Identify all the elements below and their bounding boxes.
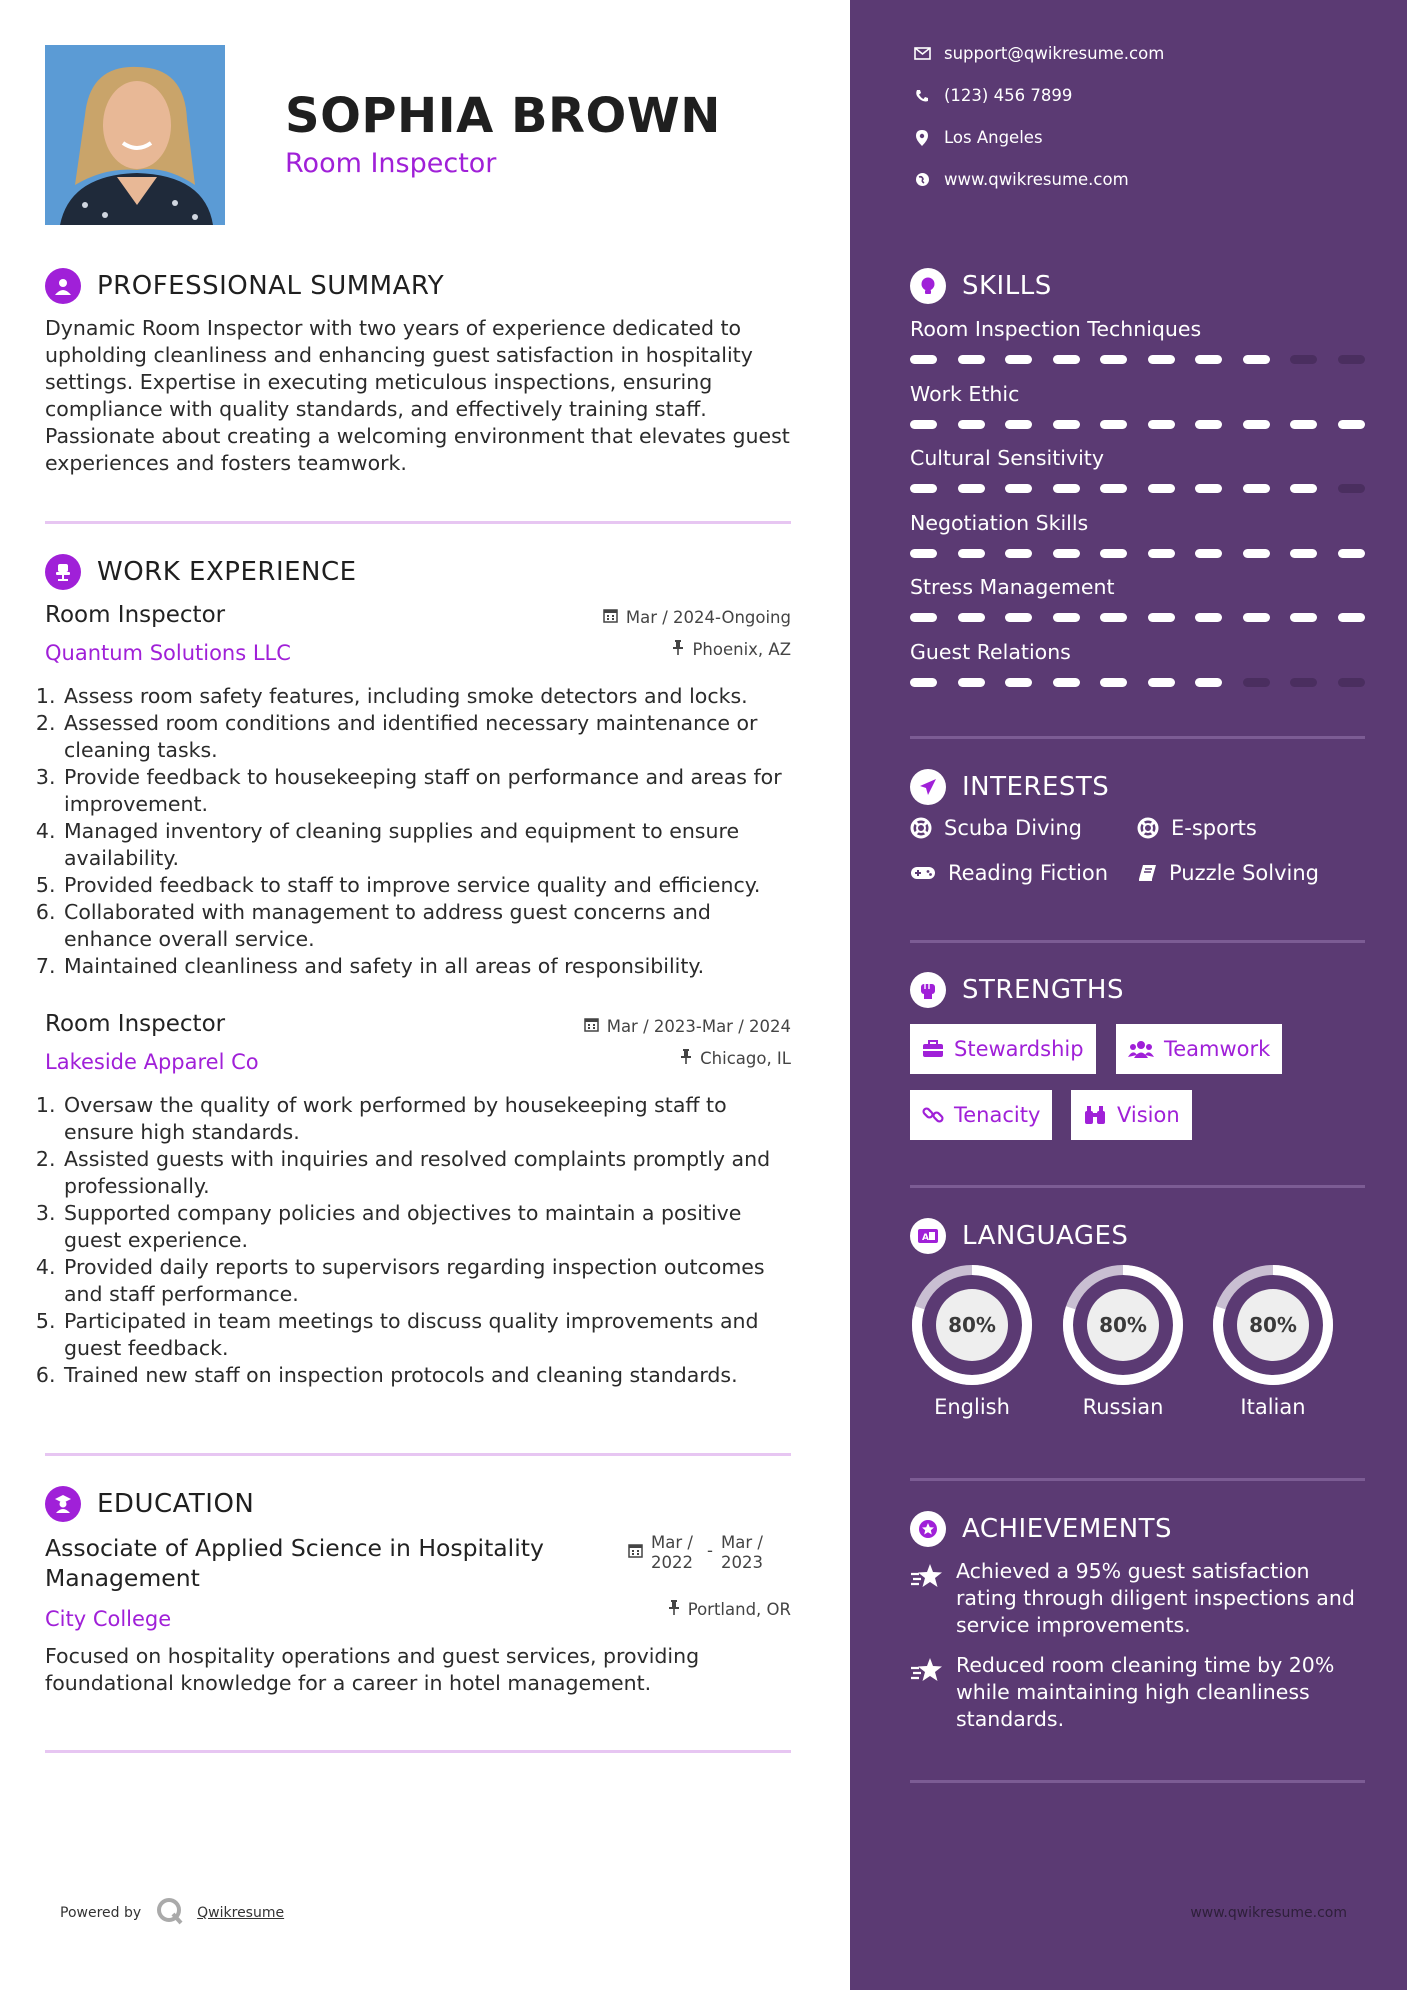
language-name: Italian bbox=[1240, 1395, 1306, 1419]
briefcase-icon bbox=[922, 1040, 944, 1058]
skill-item bbox=[910, 575, 1365, 622]
skill-name: Stress Management bbox=[910, 575, 1115, 599]
list-item: 5. Participated in team meetings to discuss quality improvements and guest feedback. bbox=[62, 1308, 791, 1362]
qwikresume-logo-icon bbox=[155, 1896, 185, 1930]
language-percent: 80% bbox=[1099, 1313, 1147, 1337]
translate-icon bbox=[910, 1218, 946, 1254]
education-description: Focused on hospitality operations and guest services, providing foundational knowledge for a career in hotel management. bbox=[45, 1644, 700, 1695]
skill-dash-filled bbox=[910, 613, 937, 622]
interests-heading bbox=[910, 769, 1109, 805]
language-name: Russian bbox=[1082, 1395, 1164, 1419]
language-percent: 80% bbox=[1249, 1313, 1297, 1337]
achievement-item bbox=[910, 1652, 1365, 1733]
language-item bbox=[1211, 1263, 1335, 1419]
location-pin-icon bbox=[910, 130, 934, 146]
end-date: Mar / 2023 bbox=[720, 1533, 763, 1572]
language-ring bbox=[910, 1263, 1034, 1387]
interest-label: Scuba Diving bbox=[944, 816, 1082, 840]
skill-dash-empty bbox=[1338, 678, 1365, 687]
skill-level-bar bbox=[910, 613, 1365, 622]
skill-dash-filled bbox=[1005, 484, 1032, 493]
list-item: 2. Assessed room conditions and identified necessary maintenance or cleaning tasks. bbox=[62, 710, 791, 764]
education-heading bbox=[45, 1486, 254, 1522]
list-item: 6. Trained new staff on inspection protocols and cleaning standards. bbox=[62, 1362, 791, 1389]
skills-title: SKILLS bbox=[962, 271, 1052, 301]
skill-item bbox=[910, 317, 1365, 364]
svg-text:A: A bbox=[922, 1233, 929, 1243]
star-badge-icon bbox=[910, 1511, 946, 1547]
skill-dash-filled bbox=[1195, 355, 1222, 364]
sidebar bbox=[850, 0, 1407, 1990]
job-location-text: Chicago, IL bbox=[700, 1049, 791, 1068]
strength-label: Teamwork bbox=[1164, 1037, 1271, 1061]
strength-tag bbox=[910, 1090, 1052, 1140]
skill-item bbox=[910, 446, 1365, 493]
achievements-title: ACHIEVEMENTS bbox=[962, 1514, 1173, 1544]
skill-dash-filled bbox=[1148, 678, 1175, 687]
skills-heading bbox=[910, 268, 1052, 304]
job-location bbox=[672, 640, 791, 659]
divider bbox=[910, 1780, 1365, 1783]
user-icon bbox=[45, 268, 81, 304]
profile-photo bbox=[45, 45, 225, 225]
skill-dash-filled bbox=[1005, 549, 1032, 558]
email-text[interactable]: support@qwikresume.com bbox=[944, 44, 1165, 63]
calendar-icon bbox=[603, 608, 618, 627]
language-percent: 80% bbox=[948, 1313, 996, 1337]
achievement-text: Achieved a 95% guest satisfaction rating through diligent inspections and service improvements. bbox=[956, 1559, 1355, 1637]
skill-dash-filled bbox=[958, 678, 985, 687]
list-item: 5. Provided feedback to staff to improve service quality and efficiency. bbox=[62, 872, 791, 899]
skill-dash-filled bbox=[1053, 420, 1080, 429]
education-entry bbox=[45, 1533, 791, 1697]
job-date-text: Mar / 2023-Mar / 2024 bbox=[606, 1017, 791, 1036]
job-date bbox=[603, 608, 791, 627]
strength-tag bbox=[1071, 1090, 1192, 1140]
skill-dash-filled bbox=[1053, 484, 1080, 493]
interest-item bbox=[1137, 816, 1257, 840]
gamepad-icon bbox=[910, 865, 936, 881]
job-duties bbox=[45, 683, 791, 980]
globe-icon bbox=[910, 172, 934, 187]
skill-name: Guest Relations bbox=[910, 639, 1071, 664]
divider bbox=[910, 1185, 1365, 1188]
skill-item bbox=[910, 382, 1365, 429]
skill-dash-filled bbox=[1290, 549, 1317, 558]
skill-dash-filled bbox=[1195, 484, 1222, 493]
skill-dash-empty bbox=[1338, 484, 1365, 493]
skill-item bbox=[910, 511, 1365, 558]
skill-dash-filled bbox=[1148, 613, 1175, 622]
skill-name: Negotiation Skills bbox=[910, 510, 1089, 535]
lifebuoy-icon bbox=[910, 817, 932, 839]
skill-dash-filled bbox=[1148, 355, 1175, 364]
job-entry bbox=[45, 1011, 791, 1389]
qwikresume-link[interactable]: Qwikresume bbox=[197, 1905, 285, 1921]
candidate-name: SOPHIA BROWN bbox=[285, 88, 721, 144]
pin-icon bbox=[680, 1049, 692, 1068]
book-icon bbox=[1137, 863, 1157, 883]
footer-website[interactable]: www.qwikresume.com bbox=[1190, 1905, 1347, 1921]
contact-email bbox=[910, 44, 1164, 63]
job-company: Lakeside Apparel Co bbox=[45, 1050, 259, 1074]
skill-dash-filled bbox=[910, 355, 937, 364]
skill-dash-filled bbox=[1243, 484, 1270, 493]
phone-text: (123) 456 7899 bbox=[944, 86, 1073, 105]
education-location bbox=[668, 1600, 791, 1619]
shooting-star-icon bbox=[910, 1562, 946, 1597]
skill-dash-filled bbox=[1195, 613, 1222, 622]
list-item: 3. Provide feedback to housekeeping staff on performance and areas for improvement. bbox=[62, 764, 791, 818]
list-item: 7. Maintained cleanliness and safety in all areas of responsibility. bbox=[62, 953, 791, 980]
skill-dash-filled bbox=[1005, 613, 1032, 622]
graduate-icon bbox=[45, 1486, 81, 1522]
fist-icon bbox=[910, 972, 946, 1008]
language-ring bbox=[1061, 1263, 1185, 1387]
interest-label: Puzzle Solving bbox=[1169, 861, 1319, 885]
strengths-title: STRENGTHS bbox=[962, 975, 1124, 1005]
job-company: Quantum Solutions LLC bbox=[45, 641, 291, 665]
skill-dash-filled bbox=[1100, 484, 1127, 493]
calendar-icon bbox=[628, 1543, 643, 1563]
strength-tag bbox=[1116, 1024, 1282, 1074]
binoculars-icon bbox=[1083, 1105, 1107, 1125]
strength-tag bbox=[910, 1024, 1096, 1074]
skill-dash-filled bbox=[1243, 355, 1270, 364]
interest-item bbox=[910, 816, 1082, 840]
skill-level-bar bbox=[910, 420, 1365, 429]
skill-dash-empty bbox=[1290, 355, 1317, 364]
contact-location bbox=[910, 128, 1043, 147]
list-item: 1. Assess room safety features, including smoke detectors and locks. bbox=[62, 683, 791, 710]
website-text[interactable]: www.qwikresume.com bbox=[944, 170, 1129, 189]
skill-dash-filled bbox=[1053, 613, 1080, 622]
pin-icon bbox=[672, 640, 684, 659]
link-icon bbox=[922, 1104, 944, 1126]
skill-dash-filled bbox=[1338, 549, 1365, 558]
skill-dash-empty bbox=[1290, 678, 1317, 687]
skill-dash-filled bbox=[1100, 355, 1127, 364]
shooting-star-icon bbox=[910, 1656, 946, 1691]
interest-item bbox=[1137, 861, 1319, 885]
skill-dash-filled bbox=[1290, 484, 1317, 493]
start-date: Mar / 2022 bbox=[651, 1533, 693, 1572]
list-item: 6. Collaborated with management to address guest concerns and enhance overall service. bbox=[62, 899, 791, 953]
skill-dash-filled bbox=[1290, 420, 1317, 429]
skill-dash-filled bbox=[958, 420, 985, 429]
skill-dash-filled bbox=[958, 484, 985, 493]
skill-dash-filled bbox=[1005, 678, 1032, 687]
job-date bbox=[584, 1017, 791, 1036]
skill-dash-filled bbox=[1053, 355, 1080, 364]
divider bbox=[910, 940, 1365, 943]
phone-icon bbox=[910, 89, 934, 103]
language-item bbox=[1061, 1263, 1185, 1419]
list-item: 2. Assisted guests with inquiries and resolved complaints promptly and professionally. bbox=[62, 1146, 791, 1200]
skill-dash-filled bbox=[1005, 420, 1032, 429]
list-item: 4. Provided daily reports to supervisors regarding inspection outcomes and staff performance. bbox=[62, 1254, 791, 1308]
skill-dash-filled bbox=[1100, 549, 1127, 558]
contact-phone bbox=[910, 86, 1072, 105]
summary-title: PROFESSIONAL SUMMARY bbox=[97, 271, 445, 301]
skill-dash-filled bbox=[1053, 678, 1080, 687]
skill-level-bar bbox=[910, 484, 1365, 493]
job-location bbox=[680, 1049, 791, 1068]
powered-by-label: Powered by bbox=[60, 1905, 142, 1921]
skill-dash-filled bbox=[1195, 420, 1222, 429]
lifebuoy-icon bbox=[1137, 817, 1159, 839]
skill-name: Work Ethic bbox=[910, 381, 1020, 406]
school: City College bbox=[45, 1607, 172, 1631]
job-entry bbox=[45, 602, 791, 980]
skill-dash-filled bbox=[1148, 484, 1175, 493]
skill-dash-filled bbox=[1338, 613, 1365, 622]
skill-dash-filled bbox=[1005, 355, 1032, 364]
strength-label: Vision bbox=[1117, 1103, 1180, 1127]
skill-name: Room Inspection Techniques bbox=[910, 317, 1202, 341]
list-item: 1. Oversaw the quality of work performed by housekeeping staff to ensure high standards. bbox=[62, 1092, 791, 1146]
list-item: 4. Managed inventory of cleaning supplies and equipment to ensure availability. bbox=[62, 818, 791, 872]
skill-dash-filled bbox=[1243, 613, 1270, 622]
achievements-heading bbox=[910, 1511, 1172, 1547]
interest-label: E-sports bbox=[1171, 816, 1257, 840]
skill-dash-filled bbox=[958, 355, 985, 364]
strength-label: Tenacity bbox=[954, 1103, 1041, 1127]
skill-dash-filled bbox=[958, 613, 985, 622]
skill-dash-filled bbox=[910, 678, 937, 687]
paper-plane-icon bbox=[910, 769, 946, 805]
powered-by bbox=[60, 1896, 284, 1930]
achievement-item bbox=[910, 1558, 1365, 1639]
skill-dash-filled bbox=[1243, 549, 1270, 558]
skill-dash-filled bbox=[1100, 678, 1127, 687]
skill-dash-filled bbox=[1100, 613, 1127, 622]
degree: Associate of Applied Science in Hospitality Management bbox=[45, 1534, 544, 1592]
users-icon bbox=[1128, 1039, 1154, 1059]
pin-icon bbox=[668, 1600, 680, 1619]
skill-level-bar bbox=[910, 678, 1365, 687]
job-location-text: Phoenix, AZ bbox=[692, 640, 791, 659]
divider bbox=[45, 521, 791, 524]
calendar-icon bbox=[584, 1017, 599, 1036]
summary-heading bbox=[45, 268, 444, 304]
achievement-text: Reduced room cleaning time by 20% while maintaining high cleanliness standards. bbox=[956, 1653, 1335, 1731]
job-date-text: Mar / 2024-Ongoing bbox=[625, 608, 791, 627]
skill-dash-filled bbox=[1053, 549, 1080, 558]
skill-dash-filled bbox=[1290, 613, 1317, 622]
skill-item bbox=[910, 640, 1365, 687]
education-dates bbox=[628, 1533, 769, 1573]
skill-dash-filled bbox=[1100, 420, 1127, 429]
contact-website bbox=[910, 170, 1129, 189]
skill-dash-filled bbox=[910, 420, 937, 429]
skill-dash-empty bbox=[1243, 678, 1270, 687]
skill-dash-filled bbox=[1338, 420, 1365, 429]
skill-dash-filled bbox=[910, 549, 937, 558]
location-text: Los Angeles bbox=[944, 128, 1043, 147]
education-title: EDUCATION bbox=[97, 1489, 255, 1519]
interest-item bbox=[910, 861, 1108, 885]
education-location-text: Portland, OR bbox=[687, 1600, 791, 1619]
strengths-heading bbox=[910, 972, 1124, 1008]
skill-level-bar bbox=[910, 355, 1365, 364]
interests-title: INTERESTS bbox=[962, 772, 1110, 802]
languages-heading bbox=[910, 1218, 1128, 1254]
language-item bbox=[910, 1263, 1034, 1419]
skill-dash-filled bbox=[1195, 678, 1222, 687]
strength-label: Stewardship bbox=[954, 1037, 1084, 1061]
date-separator: - bbox=[707, 1541, 713, 1560]
interest-label: Reading Fiction bbox=[948, 861, 1109, 885]
job-title: Room Inspector bbox=[45, 1011, 226, 1037]
skill-dash-empty bbox=[1338, 355, 1365, 364]
job-title: Room Inspector bbox=[45, 602, 226, 628]
skill-dash-filled bbox=[910, 484, 937, 493]
skill-dash-filled bbox=[1148, 549, 1175, 558]
language-ring bbox=[1211, 1263, 1335, 1387]
candidate-role: Room Inspector bbox=[285, 148, 497, 179]
skill-dash-filled bbox=[1148, 420, 1175, 429]
language-name: English bbox=[934, 1395, 1010, 1419]
lightbulb-icon bbox=[910, 268, 946, 304]
job-duties bbox=[45, 1092, 791, 1389]
summary-text: Dynamic Room Inspector with two years of experience dedicated to upholding cleanliness and enhancing guest satisfaction in hospitality settings. Expertise in executing meticulous inspections, ensuring compliance with quality standards, and effectively training staff. Passionate about creating a welcoming environment that elevates guest experiences and fosters teamwork. bbox=[45, 316, 790, 475]
skill-name: Cultural Sensitivity bbox=[910, 446, 1104, 470]
office-chair-icon bbox=[45, 554, 81, 590]
divider bbox=[910, 736, 1365, 739]
skill-dash-filled bbox=[1195, 549, 1222, 558]
divider bbox=[910, 1478, 1365, 1481]
skill-level-bar bbox=[910, 549, 1365, 558]
list-item: 3. Supported company policies and objectives to maintain a positive guest experience. bbox=[62, 1200, 791, 1254]
divider bbox=[45, 1750, 791, 1753]
skill-dash-filled bbox=[958, 549, 985, 558]
experience-heading bbox=[45, 554, 357, 590]
languages-title: LANGUAGES bbox=[962, 1221, 1129, 1251]
experience-title: WORK EXPERIENCE bbox=[97, 557, 357, 587]
divider bbox=[45, 1453, 791, 1456]
envelope-icon bbox=[910, 47, 934, 60]
skill-dash-filled bbox=[1243, 420, 1270, 429]
